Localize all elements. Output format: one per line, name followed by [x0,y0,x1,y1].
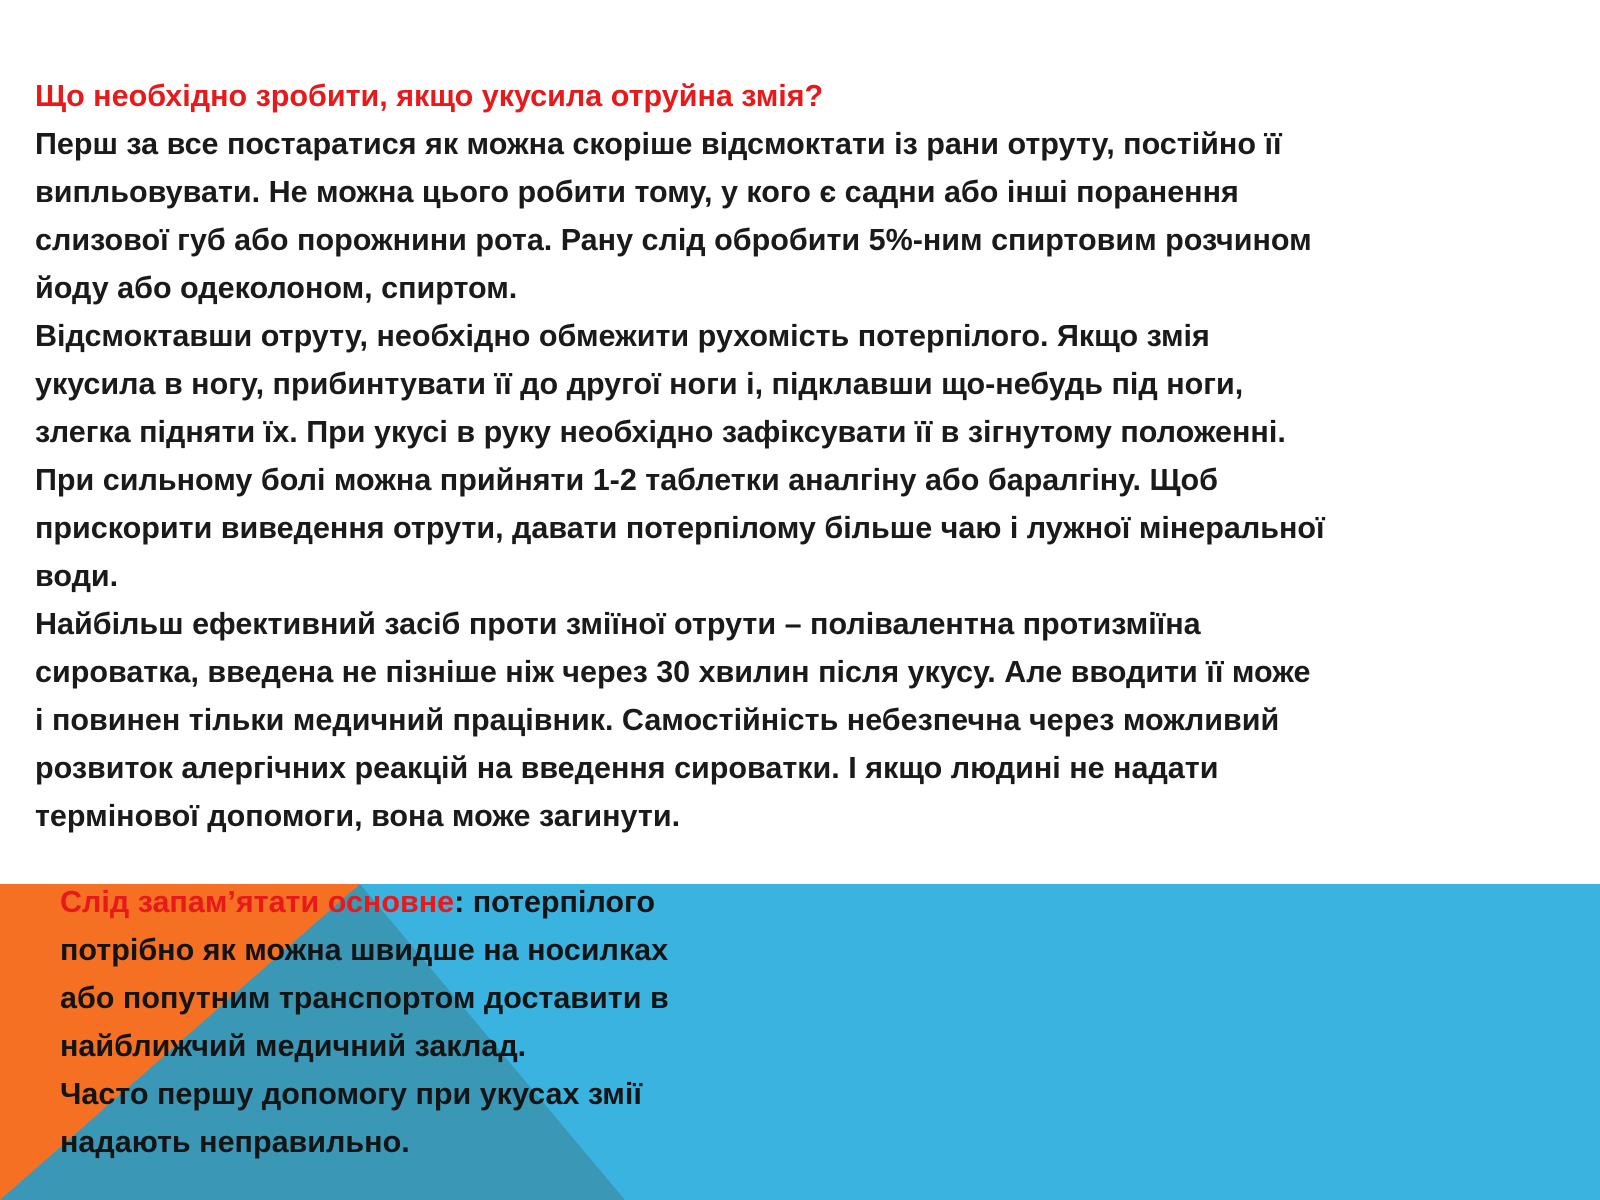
body-line: Найбільш ефективний засіб проти зміїної отрути – полівалентна протизміїна [35,607,1201,641]
body-line: прискорити виведення отрути, давати потерпілому більше чаю і лужної мінеральної [35,511,1325,545]
body-line: йоду або одеколоном, спиртом. [35,271,518,305]
body-line: і повинен тільки медичний працівник. Самостійність небезпечна через можливий [35,703,1280,737]
body-line: При сильному болі можна прийняти 1-2 таблетки аналгіну або баралгіну. Щоб [35,463,1219,497]
note-line: або попутним транспортом доставити в [60,981,669,1015]
body-line: укусила в ногу, прибинтувати її до другої ноги і, підклавши що-небудь під ноги, [35,367,1244,401]
main-text-block [35,72,1565,840]
note-text-block [60,878,860,1166]
body-line: розвиток алергічних реакцій на введення сироватки. І якщо людині не надати [35,751,1219,785]
body-line: Відсмоктавши отруту, необхідно обмежити рухомість потерпілого. Якщо змія [35,319,1210,353]
note-line: надають неправильно. [60,1125,410,1159]
slide-heading: Що необхідно зробити, якщо укусила отруйна змія? [35,79,824,113]
note-line: Часто першу допомогу при укусах змії [60,1077,642,1111]
body-line: води. [35,559,119,593]
note-first-line-rest: : потерпілого [454,885,655,919]
body-line: слизової губ або порожнини рота. Рану слід обробити 5%-ним спиртовим розчином [35,223,1312,257]
note-line: найближчий медичний заклад. [60,1029,527,1063]
note-first-line [60,878,860,926]
body-line: термінової допомоги, вона може загинути. [35,799,681,833]
body-line: сироватка, введена не пізніше ніж через 30 хвилин після укусу. Але вводити її може [35,655,1311,689]
body-line: злегка підняти їх. При укусі в руку необхідно зафіксувати її в зігнутому положенні. [35,415,1286,449]
note-line: потрібно як можна швидше на носилках [60,933,669,967]
note-accent: Слід запам’ятати основне [60,885,455,919]
body-line: випльовувати. Не можна цього робити тому, у кого є садни або інші поранення [35,175,1239,209]
body-line: Перш за все постаратися як можна скоріше відсмоктати із рани отруту, постійно її [35,127,1282,161]
